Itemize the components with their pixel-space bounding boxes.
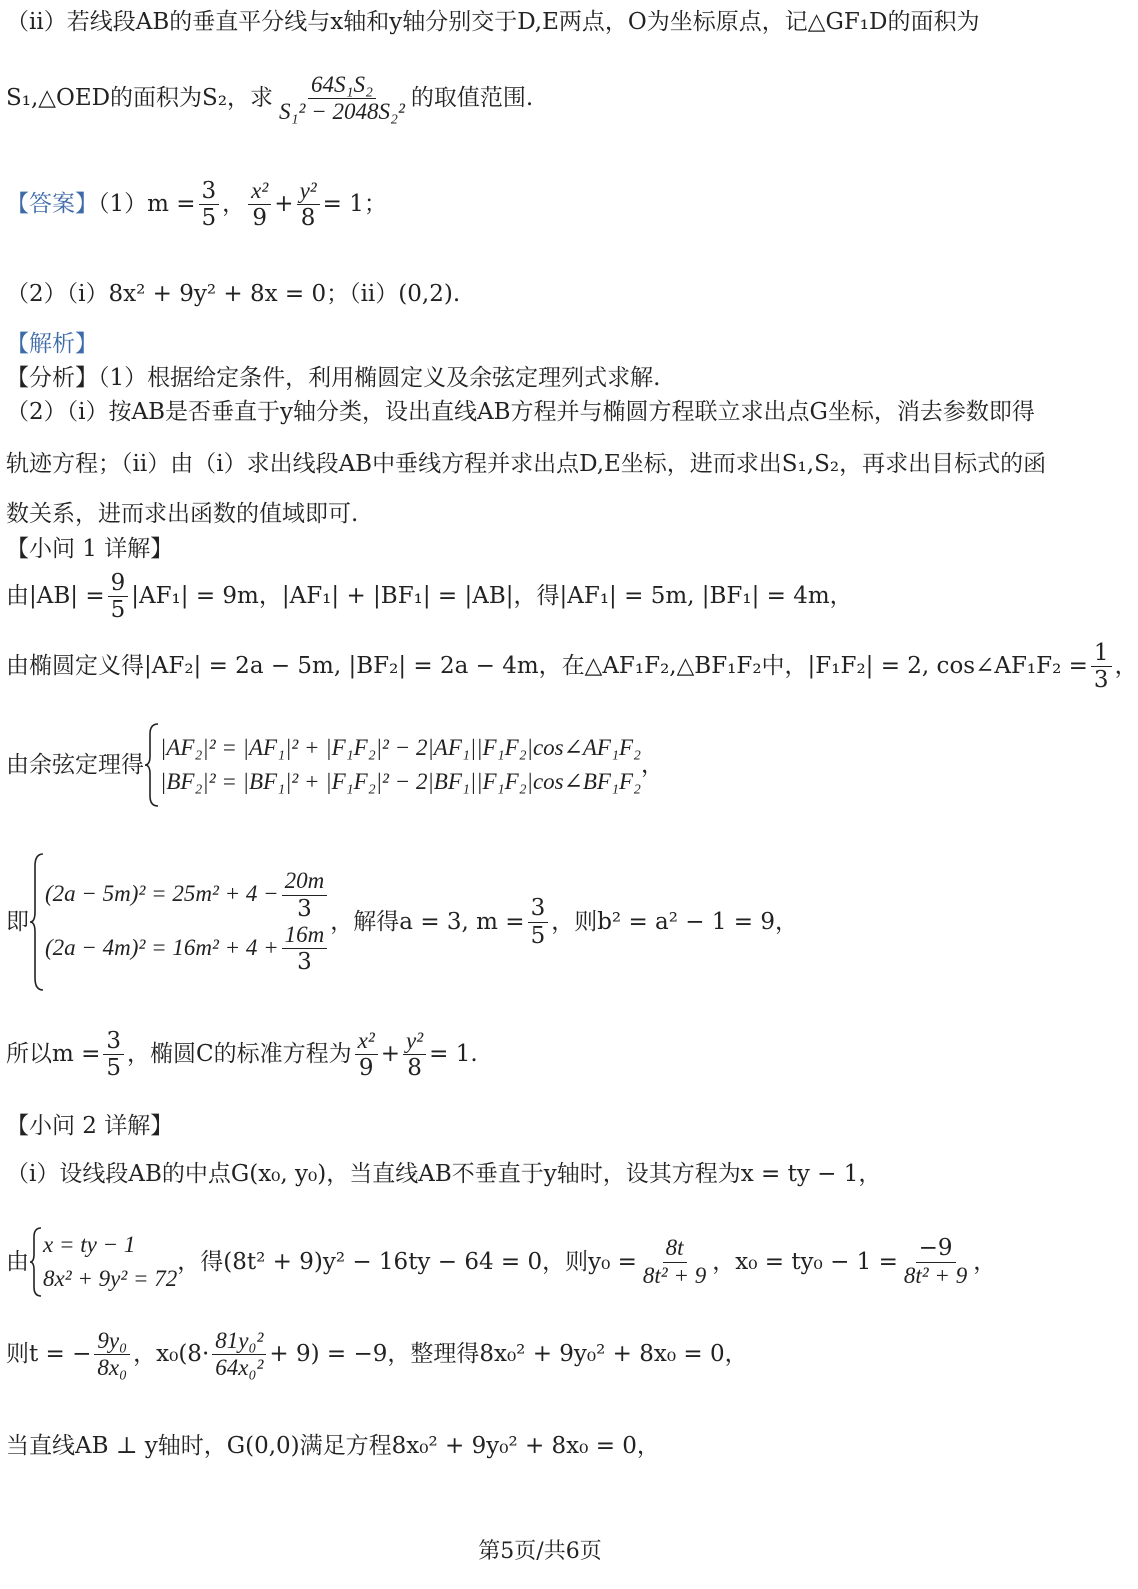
detail1-line2 [6, 640, 1138, 694]
system-rows [45, 868, 330, 976]
detail1-solve-system [6, 852, 798, 992]
question-part-ii-line2 [6, 72, 533, 126]
detail1-line1 [6, 570, 853, 624]
equation-row: 8x² + 9y² = 72 [43, 1266, 178, 1291]
text: = 1； [322, 190, 387, 217]
fraction [901, 1235, 970, 1289]
equation-row [45, 868, 330, 922]
fraction-numerator: 1 [1091, 640, 1112, 667]
system-rows [43, 1228, 177, 1297]
text: ， [641, 751, 665, 778]
fraction [297, 178, 320, 232]
fraction-denominator: 5 [201, 205, 217, 232]
fraction [403, 1028, 426, 1082]
subquestion-2-heading: 【小问 2 详解】 [6, 1113, 174, 1139]
analysis-line4: 数关系，进而求出函数的值域即可. [6, 501, 359, 527]
fraction-numerator: 9 [108, 570, 129, 597]
equation-system [6, 722, 664, 808]
equation-row: |AF₂|² = |AF₁|² + |F₁F₂|² − 2|AF₁||F₁F₂|cos∠AF₁F₂ [160, 734, 642, 760]
fraction [282, 868, 328, 922]
text: 的取值范围. [410, 84, 534, 111]
fraction-numerator: x² [248, 178, 271, 205]
fraction-denominator: 8x₀ [97, 1355, 128, 1381]
subquestion-1-heading: 【小问 1 详解】 [6, 536, 174, 562]
fraction [199, 178, 220, 232]
fraction [108, 570, 129, 624]
text: = 1. [429, 1040, 478, 1067]
fraction-numerator: 3 [528, 895, 549, 922]
answer-line1 [6, 178, 387, 232]
fraction-denominator: 8 [407, 1055, 422, 1082]
text: ，x₀(8· [133, 1340, 210, 1367]
detail2-line3 [6, 1328, 748, 1382]
text: ，解得a = 3, m = [330, 908, 525, 935]
equation-row [45, 922, 330, 976]
fraction-numerator: −9 [916, 1235, 956, 1262]
detail2-line2 [6, 1226, 996, 1298]
fraction [248, 178, 271, 232]
fraction-numerator: 20m [282, 868, 328, 895]
fraction [212, 1328, 266, 1382]
detail1-cosine-system [6, 722, 664, 808]
fraction-denominator: 8t² + 9 [642, 1262, 707, 1288]
analysis-line1: 【分析】（1）根据给定条件，利用椭圆定义及余弦定理列式求解. [6, 365, 661, 391]
fraction-denominator: 5 [110, 597, 126, 624]
left-brace-icon [29, 852, 45, 992]
target-expression-fraction [276, 72, 408, 126]
text: + [380, 1040, 401, 1067]
text: 由余弦定理得 [6, 751, 144, 778]
fraction-denominator: 8 [300, 205, 316, 232]
text: 由|AB| = [6, 582, 105, 609]
text: ， [1114, 652, 1138, 679]
text: |AF₁| = 9m，|AF₁| + |BF₁| = |AB|，得|AF₁| = 5m, |BF₁| = 4m， [131, 582, 853, 609]
fraction-numerator: 9y₀ [94, 1328, 130, 1355]
text: 由 [6, 1248, 29, 1275]
fraction-denominator: 9 [252, 205, 268, 232]
text: 即 [6, 908, 29, 935]
analysis-line2: （2）（i）按AB是否垂直于y轴分类，设出直线AB方程并与椭圆方程联立求出点G坐标，消去参数即得 [6, 399, 1035, 425]
text: (2a − 5m)² = 25m² + 4 − [45, 881, 279, 907]
fraction [103, 1028, 124, 1082]
fraction-numerator: 8t [663, 1235, 687, 1262]
fraction [640, 1235, 709, 1289]
answer-line2: （2）（i）8x² + 9y² + 8x = 0；（ii）(0,2). [6, 281, 461, 307]
fraction-denominator: 3 [297, 949, 312, 976]
fraction-numerator: 16m [282, 922, 328, 949]
fraction [282, 922, 328, 976]
text: + [274, 190, 294, 217]
text: ，得(8t² + 9)y² − 16ty − 64 = 0，则y₀ = [177, 1248, 637, 1275]
fraction-denominator: 5 [530, 922, 546, 949]
text: (2a − 4m)² = 16m² + 4 + [45, 934, 279, 960]
detail2-line4: 当直线AB ⊥ y轴时，G(0,0)满足方程8x₀² + 9y₀² + 8x₀ = 0， [6, 1433, 660, 1459]
analysis-line3: 轨迹方程；（ii）由（i）求出线段AB中垂线方程并求出点D,E坐标，进而求出S₁,S₂，再求出目标式的函 [6, 451, 1047, 477]
fraction-denominator: 5 [106, 1055, 122, 1082]
fraction [528, 895, 549, 949]
fraction-numerator: 3 [199, 178, 220, 205]
fraction-denominator: 3 [1093, 667, 1109, 694]
fraction-denominator: 64x₀² [215, 1355, 264, 1381]
fraction [1091, 640, 1112, 694]
fraction-numerator: x² [355, 1028, 378, 1055]
text: （1）m = [98, 190, 196, 217]
left-brace-icon [29, 1226, 43, 1298]
fraction-numerator: 3 [103, 1028, 124, 1055]
text: ， [973, 1248, 997, 1275]
fraction [355, 1028, 378, 1082]
page-footer: 第5页/共6页 [478, 1539, 602, 1564]
text: 所以m = [6, 1040, 101, 1067]
fraction-numerator: 81y₀² [212, 1328, 266, 1355]
text: ， [222, 190, 246, 217]
text: S₁,△OED的面积为S₂，求 [6, 84, 274, 111]
answer-tag: 【答案】 [6, 190, 98, 217]
left-brace-icon [144, 722, 160, 808]
question-part-ii-line1: （ii）若线段AB的垂直平分线与x轴和y轴分别交于D,E两点，O为坐标原点，记△GF₁D的面积为 [6, 9, 980, 35]
detail1-conclusion [6, 1028, 478, 1082]
fraction-denominator: S₁² − 2048S₂² [279, 99, 405, 125]
equation-row: |BF₂|² = |BF₁|² + |F₁F₂|² − 2|BF₁||F₁F₂|cos∠BF₁F₂ [160, 769, 642, 794]
fraction-denominator: 8t² + 9 [903, 1262, 968, 1288]
text: ，椭圆C的标准方程为 [127, 1040, 352, 1067]
equation-system [6, 852, 798, 992]
analysis-tag: 【解析】 [6, 331, 98, 357]
text: 则t = − [6, 1340, 92, 1367]
equation-system [6, 1226, 996, 1298]
fraction [94, 1328, 130, 1382]
fraction-numerator: y² [297, 178, 320, 205]
fraction-numerator: 64S₁S₂ [308, 72, 376, 99]
system-rows [160, 731, 641, 800]
fraction-denominator: 3 [297, 895, 312, 922]
equation-row: x = ty − 1 [43, 1231, 136, 1257]
fraction-denominator: 9 [358, 1055, 374, 1082]
text: ，x₀ = ty₀ − 1 = [712, 1248, 898, 1275]
text: 由椭圆定义得|AF₂| = 2a − 5m, |BF₂| = 2a − 4m，在△AF₁F₂,△BF₁F₂中，|F₁F₂| = 2, cos∠AF₁F₂ = [6, 652, 1088, 679]
text: ，则b² = a² − 1 = 9， [551, 908, 799, 935]
text: + 9) = −9，整理得8x₀² + 9y₀² + 8x₀ = 0， [269, 1340, 748, 1367]
detail2-line1: （i）设线段AB的中点G(x₀, y₀)，当直线AB不垂直于y轴时，设其方程为x = ty − 1， [6, 1161, 882, 1187]
fraction-numerator: y² [403, 1028, 426, 1055]
